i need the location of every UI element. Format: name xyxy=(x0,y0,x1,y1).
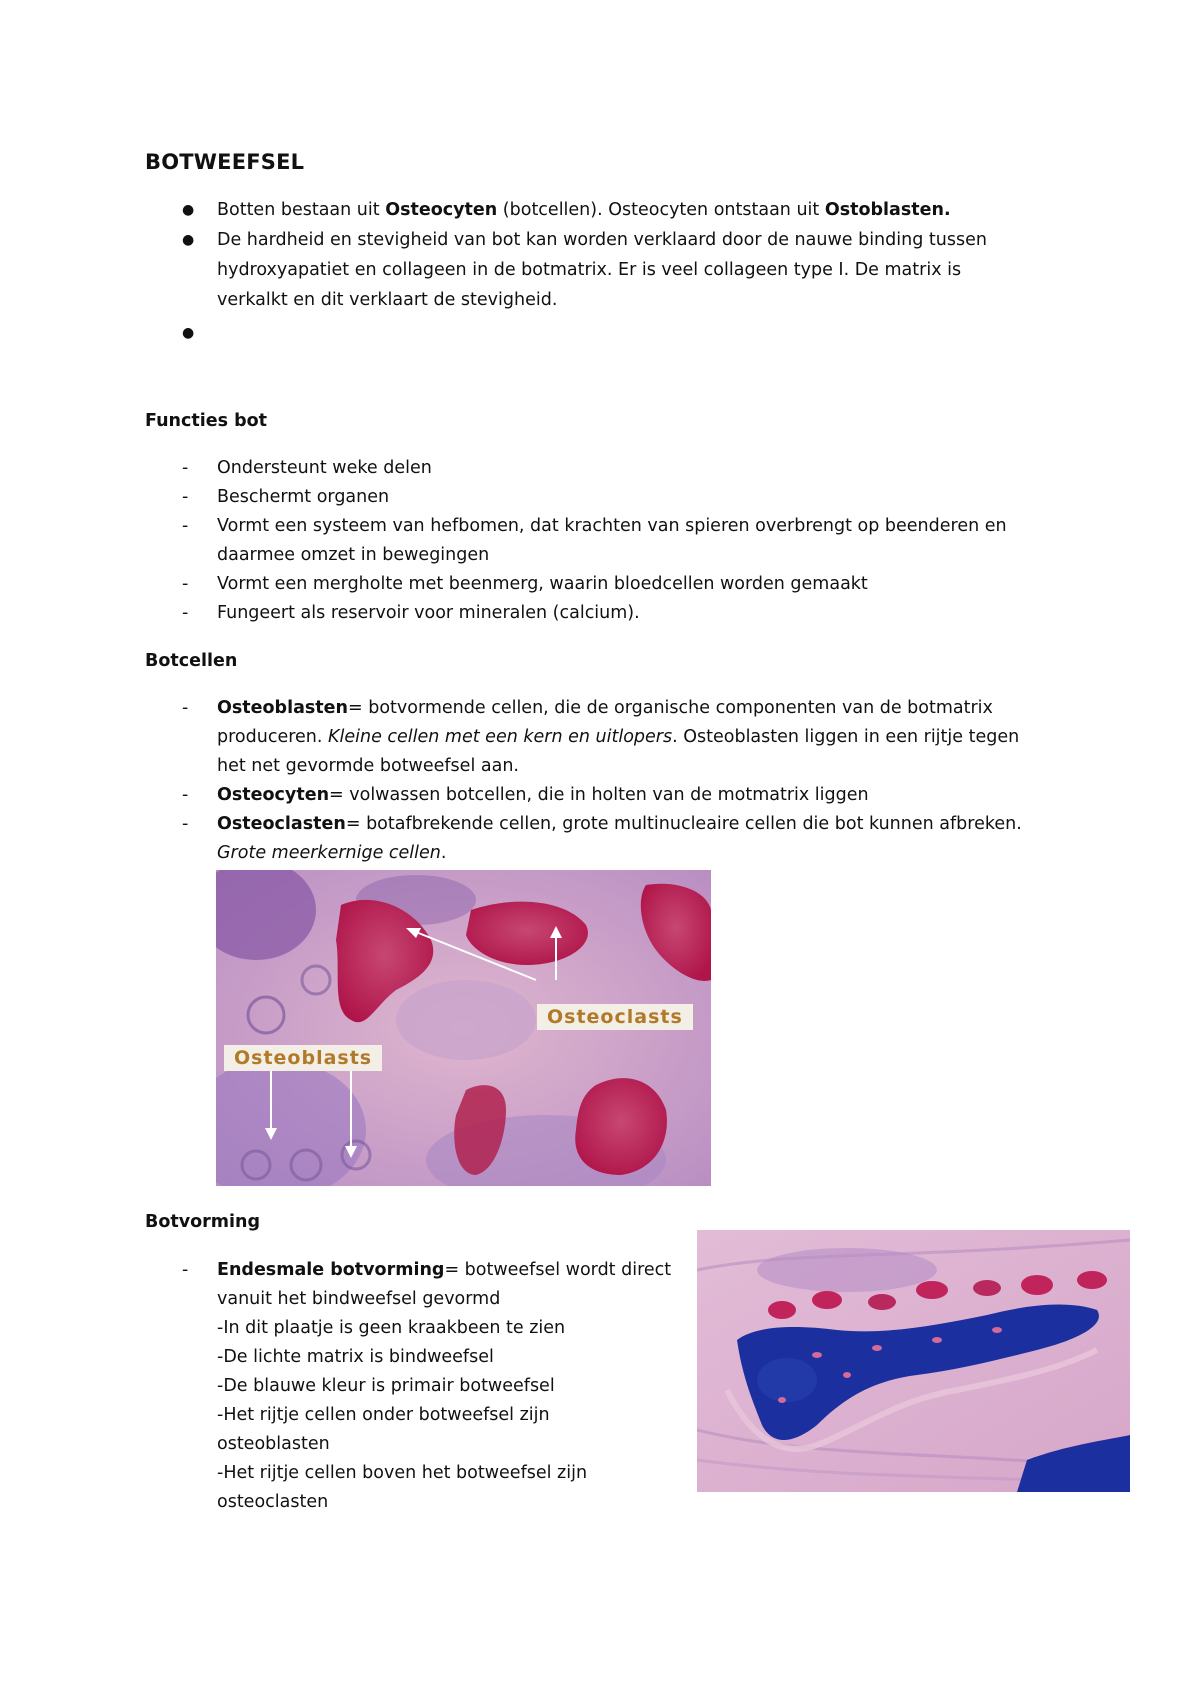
dash: - xyxy=(182,698,189,718)
functie-item: Vormt een mergholte met beenmerg, waarin bloedcellen worden gemaakt xyxy=(217,574,868,594)
term-endesmale-botvorming: Endesmale botvorming xyxy=(217,1260,445,1280)
osteoblasten-line-3: het net gevormde botweefsel aan. xyxy=(217,756,519,776)
bullet-dot-empty: ● xyxy=(182,325,195,341)
dash: - xyxy=(182,487,189,507)
dash: - xyxy=(182,458,189,478)
text: . xyxy=(943,200,951,220)
osteoclasten-line-2 xyxy=(217,839,446,868)
text: . Osteoblasten liggen in een rijtje tegen xyxy=(672,727,1020,747)
botvorming-line: osteoclasten xyxy=(217,1492,329,1512)
page-title: BOTWEEFSEL xyxy=(145,150,305,174)
histology-illustration xyxy=(697,1230,1130,1492)
text: (botcellen). Osteocyten ontstaan uit xyxy=(497,200,825,220)
functie-item-continued: daarmee omzet in bewegingen xyxy=(217,545,490,565)
intro-bullet-2-line-2: hydroxyapatiet en collageen in de botmatrix. Er is veel collageen type I. De matrix is xyxy=(217,260,962,280)
term-osteocyten: Osteocyten xyxy=(385,200,498,220)
term-osteoblasten: Osteoblasten xyxy=(217,698,348,718)
bullet-dot: ● xyxy=(182,202,195,218)
functie-item: Ondersteunt weke delen xyxy=(217,458,432,478)
intro-bullet-1 xyxy=(217,196,951,225)
text: = botafbrekende cellen, grote multinucleaire cellen die bot kunnen afbreken. xyxy=(345,814,1022,834)
text: . xyxy=(440,843,447,863)
heading-functies-bot: Functies bot xyxy=(145,411,268,431)
heading-botvorming: Botvorming xyxy=(145,1212,261,1232)
intro-bullet-2-line-3: verkalkt en dit verklaart de stevigheid. xyxy=(217,290,558,310)
term-osteocyten: Osteocyten xyxy=(217,785,330,805)
dash: - xyxy=(182,1260,189,1280)
label-osteoclasts: Osteoclasts xyxy=(537,1004,693,1030)
histology-image-bone-formation xyxy=(697,1230,1130,1492)
dash: - xyxy=(182,814,189,834)
term-osteoclasten: Osteoclasten xyxy=(217,814,346,834)
text: produceren. xyxy=(217,727,329,747)
functie-item: Fungeert als reservoir voor mineralen (calcium). xyxy=(217,603,640,623)
osteoblasten-line-1 xyxy=(217,694,993,723)
osteoblasten-line-2 xyxy=(217,723,1019,752)
text: Botten bestaan uit xyxy=(217,200,386,220)
italic-text: Kleine cellen met een kern en uitlopers xyxy=(328,727,673,747)
dash: - xyxy=(182,574,189,594)
italic-text: Grote meerkernige cellen xyxy=(217,843,441,863)
botvorming-line-1 xyxy=(217,1256,671,1285)
functie-item: Vormt een systeem van hefbomen, dat krachten van spieren overbrengt op beenderen en xyxy=(217,516,1007,536)
term-ostoblasten: Ostoblasten xyxy=(824,200,944,220)
botvorming-line: -De lichte matrix is bindweefsel xyxy=(217,1347,494,1367)
dash: - xyxy=(182,516,189,536)
dash: - xyxy=(182,785,189,805)
text: = volwassen botcellen, die in holten van de motmatrix liggen xyxy=(329,785,869,805)
botvorming-line: -Het rijtje cellen boven het botweefsel zijn xyxy=(217,1463,588,1483)
botvorming-line: osteoblasten xyxy=(217,1434,330,1454)
text: = botvormende cellen, die de organische componenten van de botmatrix xyxy=(348,698,993,718)
bullet-dot: ● xyxy=(182,232,195,248)
botvorming-line: -Het rijtje cellen onder botweefsel zijn xyxy=(217,1405,550,1425)
label-osteoblasts: Osteoblasts xyxy=(224,1045,382,1071)
intro-bullet-2-line-1: De hardheid en stevigheid van bot kan worden verklaard door de nauwe binding tussen xyxy=(217,230,987,250)
heading-botcellen: Botcellen xyxy=(145,651,238,671)
functie-item: Beschermt organen xyxy=(217,487,390,507)
osteoclasten-line-1 xyxy=(217,810,1022,839)
text: = botweefsel wordt direct xyxy=(444,1260,672,1280)
botvorming-line: -In dit plaatje is geen kraakbeen te zien xyxy=(217,1318,566,1338)
botvorming-line: vanuit het bindweefsel gevormd xyxy=(217,1289,501,1309)
botvorming-line: -De blauwe kleur is primair botweefsel xyxy=(217,1376,555,1396)
dash: - xyxy=(182,603,189,623)
histology-image-osteoclasts xyxy=(216,870,711,1186)
osteocyten-line xyxy=(217,781,869,810)
